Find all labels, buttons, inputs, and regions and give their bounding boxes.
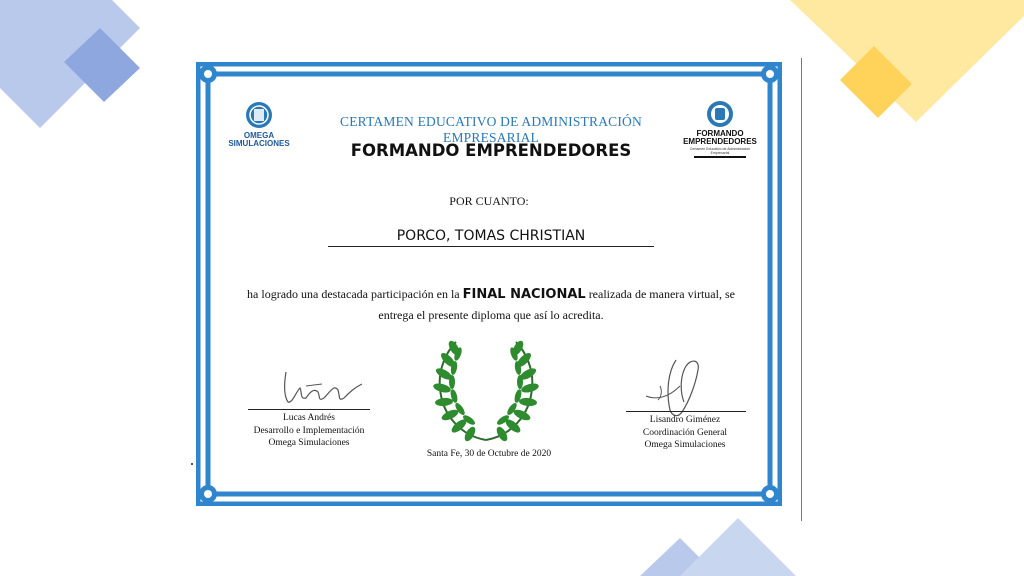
omega-simulaciones-logo [224, 100, 294, 158]
logo-right-line2: EMPRENDEDORES [683, 137, 757, 146]
certificate [196, 62, 782, 506]
recipient-underline [328, 246, 654, 247]
decor-blue-top-left [0, 0, 150, 140]
decor-yellow-top-right [790, 0, 1024, 130]
recipient-name: PORCO, TOMAS CHRISTIAN [396, 228, 586, 244]
issue-date: Santa Fe, 30 de Octubre de 2020 [426, 449, 552, 459]
body-final-nacional: FINAL NACIONAL [462, 287, 586, 302]
page-divider-line [801, 58, 802, 521]
signer-left-role: Desarrollo e Implementación [253, 425, 365, 436]
page-mark [191, 463, 193, 465]
signer-right-name: Lisandro Giménez [649, 415, 721, 425]
signature-left-line [248, 409, 370, 410]
signature-right-line [626, 411, 746, 412]
signer-left-org: Omega Simulaciones [268, 438, 350, 448]
logo-right-tagline: Certamen Educativo de Administración Empresarial [689, 147, 751, 155]
signer-right-role: Coordinación General [642, 427, 728, 438]
certificate-body [244, 284, 738, 325]
logo-left-line1: OMEGA [243, 131, 275, 140]
body-text-part1: ha logrado una destacada participación en la [247, 287, 463, 301]
signature-left [278, 362, 368, 408]
signer-left-name: Lucas Andrés [283, 413, 335, 423]
logo-right-line1: FORMANDO [696, 129, 744, 138]
logo-left-line2: SIMULACIONES [228, 139, 290, 148]
emprendedores-logo-icon [706, 100, 734, 128]
body-text-part2: realizada de manera virtual, se entrega el presente diploma que así lo acredita. [378, 287, 735, 322]
logo-right-underline [694, 156, 746, 158]
por-cuanto-label: POR CUANTO: [449, 194, 529, 208]
omega-logo-icon [245, 100, 273, 130]
signer-left [234, 412, 384, 450]
signer-right [610, 414, 760, 452]
formando-emprendedores-logo [680, 100, 760, 170]
header-line1: CERTAMEN EDUCATIVO DE ADMINISTRACIÓN EMPRESARIAL [340, 114, 642, 145]
laurel-wreath-icon [432, 340, 540, 444]
header-title: FORMANDO EMPRENDEDORES [350, 141, 632, 160]
signer-right-org: Omega Simulaciones [644, 440, 726, 450]
decor-blue-bottom [640, 518, 800, 576]
